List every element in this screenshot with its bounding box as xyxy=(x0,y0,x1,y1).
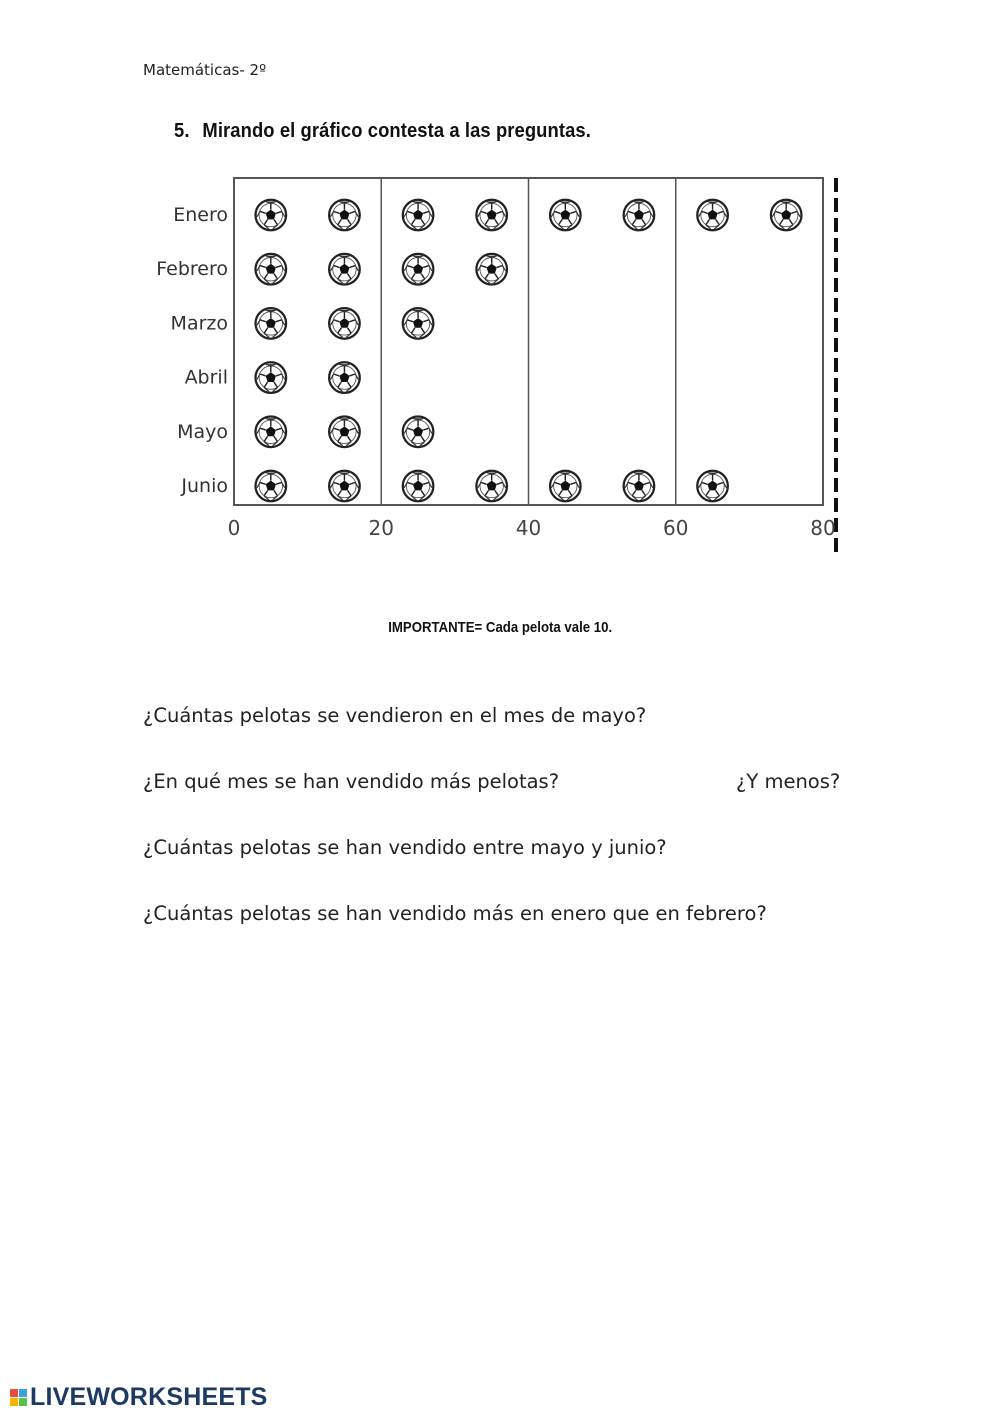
soccer-ball-icon xyxy=(624,471,655,502)
category-label: Marzo xyxy=(170,312,228,335)
logo-square xyxy=(19,1398,27,1406)
question-least: ¿Y menos? xyxy=(736,770,841,793)
soccer-ball-icon xyxy=(771,200,802,231)
brand-name: LIVEWORKSHEETS xyxy=(30,1383,268,1411)
exercise-instruction xyxy=(174,120,591,143)
logo-square xyxy=(10,1398,18,1406)
soccer-ball-icon xyxy=(550,471,581,502)
question-difference: ¿Cuántas pelotas se han vendido más en enero que en febrero? xyxy=(143,902,767,925)
question-most: ¿En qué mes se han vendido más pelotas? xyxy=(143,770,560,793)
soccer-ball-icon xyxy=(256,471,287,502)
soccer-ball-icon xyxy=(476,254,507,285)
logo-icon xyxy=(10,1389,27,1406)
soccer-ball-icon xyxy=(329,417,360,448)
x-tick-label: 0 xyxy=(227,516,241,540)
category-label: Abril xyxy=(184,366,228,389)
x-tick-label: 80 xyxy=(810,516,836,540)
soccer-ball-icon xyxy=(550,200,581,231)
soccer-ball-icon xyxy=(329,471,360,502)
soccer-ball-icon xyxy=(329,362,360,393)
soccer-ball-icon xyxy=(256,254,287,285)
soccer-ball-icon xyxy=(476,200,507,231)
soccer-ball-icon xyxy=(256,200,287,231)
note-text: IMPORTANTE= Cada pelota vale 10. xyxy=(388,619,612,636)
soccer-ball-icon xyxy=(403,417,434,448)
category-label: Junio xyxy=(181,475,228,497)
soccer-ball-icon xyxy=(329,254,360,285)
soccer-ball-icon xyxy=(697,200,728,231)
soccer-ball-icon xyxy=(403,254,434,285)
x-tick-label: 60 xyxy=(663,516,689,540)
soccer-ball-icon xyxy=(697,471,728,502)
x-tick-label: 20 xyxy=(368,516,394,540)
exercise-number: 5. xyxy=(174,120,190,142)
question-may-june: ¿Cuántas pelotas se han vendido entre mayo y junio? xyxy=(143,836,667,859)
importance-note xyxy=(0,619,1000,636)
soccer-ball-icon xyxy=(256,417,287,448)
soccer-ball-icon xyxy=(256,362,287,393)
soccer-ball-icon xyxy=(329,200,360,231)
footer-brand[interactable] xyxy=(10,1383,268,1412)
soccer-ball-icon xyxy=(256,308,287,339)
soccer-ball-icon xyxy=(403,308,434,339)
logo-square xyxy=(10,1389,18,1397)
subject-header: Matemáticas- 2º xyxy=(143,61,267,79)
category-label: Enero xyxy=(173,204,228,226)
soccer-ball-icon xyxy=(329,308,360,339)
soccer-ball-icon xyxy=(403,200,434,231)
pictograph-chart xyxy=(140,160,860,570)
logo-square xyxy=(19,1389,27,1397)
exercise-text: Mirando el gráfico contesta a las preguntas. xyxy=(202,120,591,142)
soccer-ball-icon xyxy=(403,471,434,502)
soccer-ball-icon xyxy=(624,200,655,231)
soccer-ball-icon xyxy=(476,471,507,502)
x-tick-label: 40 xyxy=(515,516,542,540)
question-may: ¿Cuántas pelotas se vendieron en el mes de mayo? xyxy=(143,704,647,727)
category-label: Mayo xyxy=(177,420,228,443)
category-label: Febrero xyxy=(156,258,228,281)
